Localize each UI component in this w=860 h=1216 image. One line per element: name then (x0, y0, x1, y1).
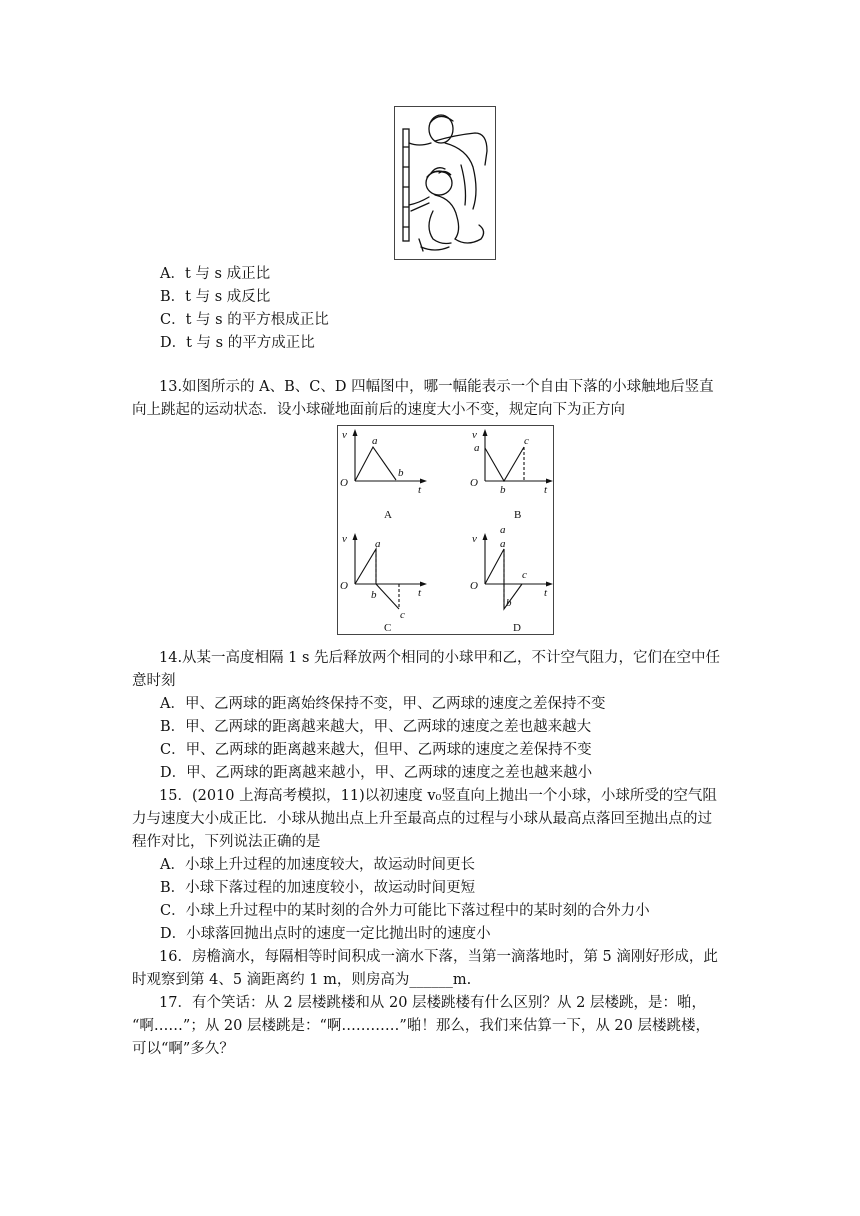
q16-stem-line2: 时观察到第 4、5 滴距离约 1 m，则房高为______m. (132, 972, 472, 988)
q15-stem-line3: 程作对比，下列说法正确的是 (132, 834, 321, 850)
graph-a-b: b (398, 467, 404, 479)
graph-c-v-label: v (342, 533, 347, 545)
graph-b-c: c (524, 435, 529, 447)
graph-a-origin: O (340, 477, 348, 489)
q13-vt-graphs (338, 426, 553, 634)
q14-stem-line1: 14.从某一高度相隔 1 s 先后释放两个相同的小球甲和乙，不计空气阻力，它们在空中任 (159, 650, 721, 666)
graph-a-line (355, 447, 396, 481)
q15-option-d: D．小球落回抛出点时的速度一定比抛出时的速度小 (160, 926, 491, 942)
graph-d-b: b (506, 597, 512, 609)
graph-b-a: a (474, 442, 480, 454)
graph-b-v-label: v (472, 429, 477, 441)
graph-d-v-label: v (472, 533, 477, 545)
ruler (403, 129, 409, 241)
graph-c-b: b (371, 589, 377, 601)
graph-b-caption: B (514, 509, 522, 521)
graph-d-caption: D (513, 622, 521, 634)
q16-stem-line1: 16．房檐滴水，每隔相等时间积成一滴水下落，当第一滴落地时，第 5 滴刚好形成，此 (159, 949, 718, 965)
graph-a-v-label: v (342, 429, 347, 441)
graph-c-line (355, 549, 399, 609)
q12-option-a: A．t 与 s 成正比 (160, 266, 271, 282)
q13-graphs-panel (337, 425, 554, 635)
graph-b-b: b (500, 484, 506, 496)
reaction-time-illustration (394, 106, 496, 260)
graph-a-a: a (372, 435, 378, 447)
graph-d-t-label: t (544, 587, 548, 599)
q12-option-b: B．t 与 s 成反比 (160, 289, 271, 305)
q12-option-d: D．t 与 s 的平方成正比 (160, 335, 315, 351)
reaction-time-sketch (395, 107, 495, 259)
q15-stem-line1: 15．(2010 上海高考模拟，11)以初速度 v₀竖直向上抛出一个小球，小球所受的空气阻 (159, 788, 717, 804)
q14-option-a: A．甲、乙两球的距离始终保持不变，甲、乙两球的速度之差保持不变 (160, 696, 606, 712)
q14-stem-line2: 意时刻 (132, 673, 176, 689)
graph-c-a: a (375, 538, 381, 550)
graph-c-origin: O (340, 580, 348, 592)
graph-a-t-label: t (418, 484, 422, 496)
q14-option-b: B．甲、乙两球的距离越来越大，甲、乙两球的速度之差也越来越大 (160, 719, 592, 735)
graph-c-t-label: t (418, 587, 422, 599)
graph-a-caption: A (384, 509, 392, 521)
q15-option-c: C．小球上升过程中的某时刻的合外力可能比下落过程中的某时刻的合外力小 (160, 903, 650, 919)
q17-stem-line3: 可以“啊”多久？ (132, 1041, 234, 1057)
q15-option-a: A．小球上升过程的加速度较大，故运动时间更长 (160, 857, 475, 873)
q14-option-c: C．甲、乙两球的距离越来越大，但甲、乙两球的速度之差保持不变 (160, 742, 592, 758)
graph-d-a: a (500, 538, 506, 550)
graph-b-line (485, 447, 524, 481)
graph-b-origin: O (470, 477, 478, 489)
q17-stem-line1: 17．有个笑话：从 2 层楼跳楼和从 20 层楼跳楼有什么区别？从 2 层楼跳，是：啪， (159, 995, 707, 1011)
q13-stem-line1: 13.如图所示的 A、B、C、D 四幅图中，哪一幅能表示一个自由下落的小球触地后竖直 (159, 379, 714, 395)
graph-b-t-label: t (544, 484, 548, 496)
q13-stem-line2: 向上跳起的运动状态．设小球碰地面前后的速度大小不变，规定向下为正方向 (132, 402, 625, 418)
graph-d-origin: O (470, 580, 478, 592)
q17-stem-line2: “啊……”；从 20 层楼跳是：“啊…………”啪！那么，我们来估算一下，从 20 层楼跳楼， (132, 1018, 710, 1034)
q12-option-c: C．t 与 s 的平方根成正比 (160, 312, 329, 328)
q15-option-b: B．小球下落过程的加速度较小，故运动时间更短 (160, 880, 476, 896)
graph-d-c: c (522, 569, 527, 581)
q15-stem-line2: 力与速度大小成正比．小球从抛出点上升至最高点的过程与小球从最高点落回至抛出点的过 (132, 811, 712, 827)
graph-c-c: c (400, 609, 405, 621)
graph-d-a-top: a (500, 524, 506, 536)
q14-option-d: D．甲、乙两球的距离越来越小，甲、乙两球的速度之差也越来越小 (160, 765, 593, 781)
graph-c-caption: C (384, 622, 392, 634)
